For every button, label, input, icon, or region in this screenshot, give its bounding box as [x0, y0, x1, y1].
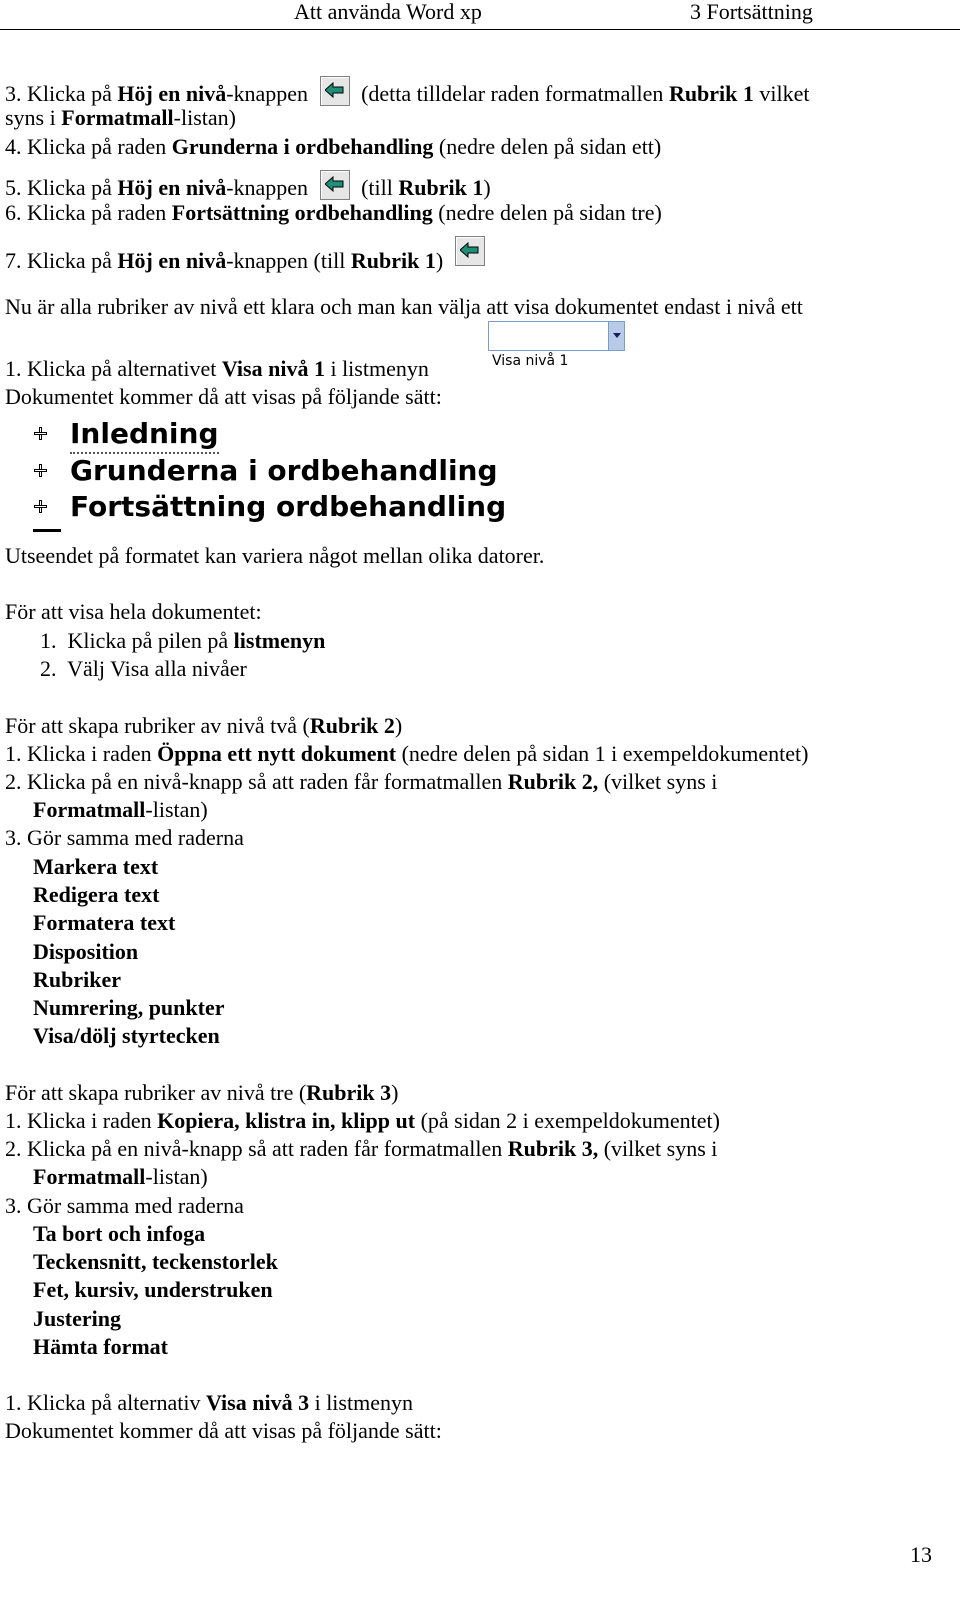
- outline-preview: Inledning Grunderna i ordbehandling Fortsättning ordbehandling: [30, 416, 510, 541]
- level2-row: Numrering, punkter: [33, 995, 225, 1020]
- level2-step-1: 1. Klicka i raden Öppna ett nytt dokument (nedre delen på sidan 1 i exempeldokumentet): [5, 741, 809, 766]
- level3-title: För att skapa rubriker av nivå tre (Rubrik 3): [5, 1080, 399, 1105]
- level2-step-2: 2. Klicka på en nivå-knapp så att raden får formatmallen Rubrik 2, (vilket syns i: [5, 769, 718, 794]
- level2-row: Rubriker: [33, 967, 121, 992]
- level-dropdown[interactable]: [488, 321, 625, 373]
- step-4: 4. Klicka på raden Grunderna i ordbehandling (nedre delen på sidan ett): [5, 134, 662, 159]
- level3-step-1: 1. Klicka i raden Kopiera, klistra in, klipp ut (på sidan 2 i exempeldokumentet): [5, 1108, 720, 1133]
- level2-step-2-continuation: Formatmall-listan): [33, 797, 208, 822]
- step-3: 3. Klicka på Höj en nivå-knappen (detta tilldelar raden formatmallen Rubrik 1 vilket: [5, 76, 810, 108]
- level2-row: Redigera text: [33, 882, 160, 907]
- page-number: 13: [910, 1542, 932, 1567]
- header-rule: [0, 29, 960, 30]
- level3-row: Justering: [33, 1306, 121, 1331]
- header-chapter: 3 Fortsättning: [690, 0, 813, 24]
- shown-as-text: Dokumentet kommer då att visas på följande sätt:: [5, 384, 442, 409]
- plus-expand-icon: [34, 427, 47, 440]
- level2-row: Formatera text: [33, 910, 176, 935]
- level3-row: Hämta format: [33, 1334, 169, 1359]
- step-7: 7. Klicka på Höj en nivå-knappen (till Rubrik 1): [5, 236, 485, 275]
- dropdown-selected-value: Visa nivå 1: [492, 353, 569, 369]
- appearance-note: Utseendet på formatet kan variera något mellan olika datorer.: [5, 543, 545, 568]
- show-all-title: För att visa hela dokumentet:: [5, 599, 262, 624]
- plus-expand-icon: [34, 464, 47, 477]
- level3-row: Fet, kursiv, understruken: [33, 1277, 273, 1302]
- header-title: Att använda Word xp: [294, 0, 482, 24]
- dropdown-field[interactable]: [488, 321, 610, 351]
- visa3-step: 1. Klicka på alternativ Visa nivå 3 i listmenyn: [5, 1390, 413, 1415]
- level3-step-3: 3. Gör samma med raderna: [5, 1193, 244, 1218]
- step-3-continuation: syns i Formatmall-listan): [5, 105, 236, 130]
- level3-row: Ta bort och infoga: [33, 1221, 206, 1246]
- visa-step: 1. Klicka på alternativet Visa nivå 1 i listmenyn: [5, 356, 429, 381]
- level3-row: Teckensnitt, teckenstorlek: [33, 1249, 278, 1274]
- promote-arrow-icon[interactable]: [320, 170, 350, 200]
- level2-row: Visa/dölj styrtecken: [33, 1023, 220, 1048]
- step-5: 5. Klicka på Höj en nivå-knappen (till Rubrik 1): [5, 170, 491, 202]
- promote-arrow-icon[interactable]: [455, 236, 485, 266]
- show-all-item-2: 2. Välj Visa alla nivåer: [40, 656, 247, 681]
- level3-step-2: 2. Klicka på en nivå-knapp så att raden får formatmallen Rubrik 3, (vilket syns i: [5, 1136, 718, 1161]
- show-all-item-1: 1. Klicka på pilen på listmenyn: [40, 628, 326, 653]
- level2-title: För att skapa rubriker av nivå två (Rubrik 2): [5, 713, 403, 738]
- paragraph-level-one: Nu är alla rubriker av nivå ett klara och man kan välja att visa dokumentet endast i nivå ett: [5, 294, 803, 319]
- shown-as-text-2: Dokumentet kommer då att visas på följande sätt:: [5, 1418, 442, 1443]
- step-6: 6. Klicka på raden Fortsättning ordbehandling (nedre delen på sidan tre): [5, 200, 662, 225]
- dropdown-arrow-icon[interactable]: [608, 321, 625, 351]
- level2-row: Markera text: [33, 854, 159, 879]
- level3-step-2-continuation: Formatmall-listan): [33, 1164, 208, 1189]
- plus-expand-icon: [34, 500, 47, 513]
- promote-arrow-icon[interactable]: [320, 76, 350, 106]
- end-of-document-marker: [33, 529, 61, 532]
- level2-step-3: 3. Gör samma med raderna: [5, 825, 244, 850]
- level2-row: Disposition: [33, 939, 139, 964]
